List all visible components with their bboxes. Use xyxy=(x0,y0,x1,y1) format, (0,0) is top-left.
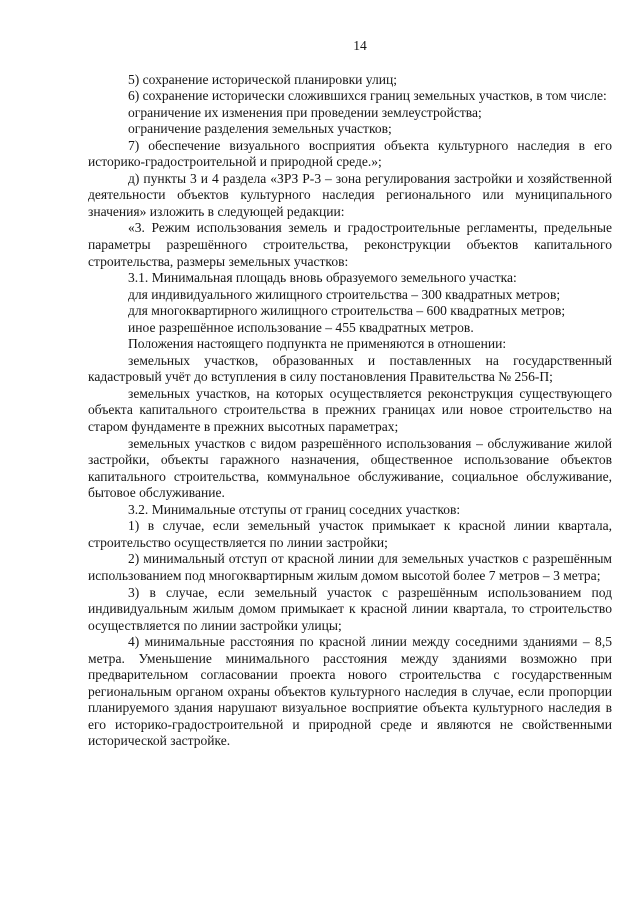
paragraph-individual-housing: для индивидуального жилищного строительства – 300 квадратных метров; xyxy=(128,286,561,302)
paragraph-3-2-heading: 3.2. Минимальные отступы от границ соседних участков: xyxy=(128,501,461,517)
paragraph-setback-3: 3) в случае, если земельный участок с разрешённым использованием под индивидуальным жилым домом примыкает к красной линии квартала, то строительство осуществляется по линии застройки улицы; xyxy=(88,584,612,633)
paragraph-item-6: 6) сохранение исторически сложившихся границ земельных участков, в том числе: xyxy=(128,88,607,104)
page-number: 14 xyxy=(353,38,367,53)
paragraph-exception-permitted-use: земельных участков с видом разрешённого использования – обслуживание жилой застройки, объекты гаражного назначения, общественное использование объектов капитального строительства, коммунальное обслуживание, социальное обслуживание, бытовое обслуживание. xyxy=(88,435,612,501)
paragraph-setback-4: 4) минимальные расстояния по красной линии между соседними зданиями – 8,5 метра. Уменьшение минимального расстояния между зданиями возможно при предварительном согласовании проекта нового строительства с государственным региональным органом охраны объектов культурного наследия в случае, если пропорции планируемого здания нарушают визуальное восприятие объекта культурного наследия в его историко-градостроительной и природной среде и являются не свойственными исторической застройке. xyxy=(88,634,612,749)
paragraph-exceptions-heading: Положения настоящего подпункта не применяются в отношении: xyxy=(128,336,507,352)
paragraph-setback-1: 1) в случае, если земельный участок примыкает к красной линии квартала, строительство осуществляется по линии застройки; xyxy=(88,518,612,550)
paragraph-section-3-heading: «3. Режим использования земель и градостроительные регламенты, предельные параметры разрешённого строительства, реконструкции объектов капитального строительства, размеры земельных участков: xyxy=(88,220,612,269)
paragraph-subitem-division-limit: ограничение разделения земельных участков; xyxy=(128,121,392,137)
paragraph-item-7: 7) обеспечение визуального восприятия объекта культурного наследия в его историко-градостроительной и природной среде.»; xyxy=(88,137,612,170)
paragraph-3-1-heading: 3.1. Минимальная площадь вновь образуемого земельного участка: xyxy=(128,270,517,286)
paragraph-exception-reconstruction: земельных участков, на которых осуществляется реконструкция существующего объекта капитального строительства в прежних границах или новое строительство на старом фундаменте в прежних высотных параметрах; xyxy=(88,385,612,435)
paragraph-apartment-housing: для многоквартирного жилищного строительства – 600 квадратных метров; xyxy=(128,303,566,319)
paragraph-other-use: иное разрешённое использование – 455 квадратных метров. xyxy=(128,319,474,335)
paragraph-exception-registered: земельных участков, образованных и поставленных на государственный кадастровый учёт до вступления в силу постановления Правительства № 256-П; xyxy=(88,352,612,385)
paragraph-setback-2: 2) минимальный отступ от красной линии для земельных участков с разрешённым использованием под многоквартирным жилым домом высотой более 7 метров – 3 метра; xyxy=(88,551,612,583)
paragraph-item-5: 5) сохранение исторической планировки улиц; xyxy=(128,71,398,87)
paragraph-subitem-change-limit: ограничение их изменения при проведении землеустройства; xyxy=(128,104,482,120)
paragraph-point-d: д) пункты 3 и 4 раздела «ЗРЗ Р-3 – зона регулирования застройки и хозяйственной деятельности объектов культурного наследия регионального или муниципального значения» изложить в следующей редакции: xyxy=(88,170,612,219)
